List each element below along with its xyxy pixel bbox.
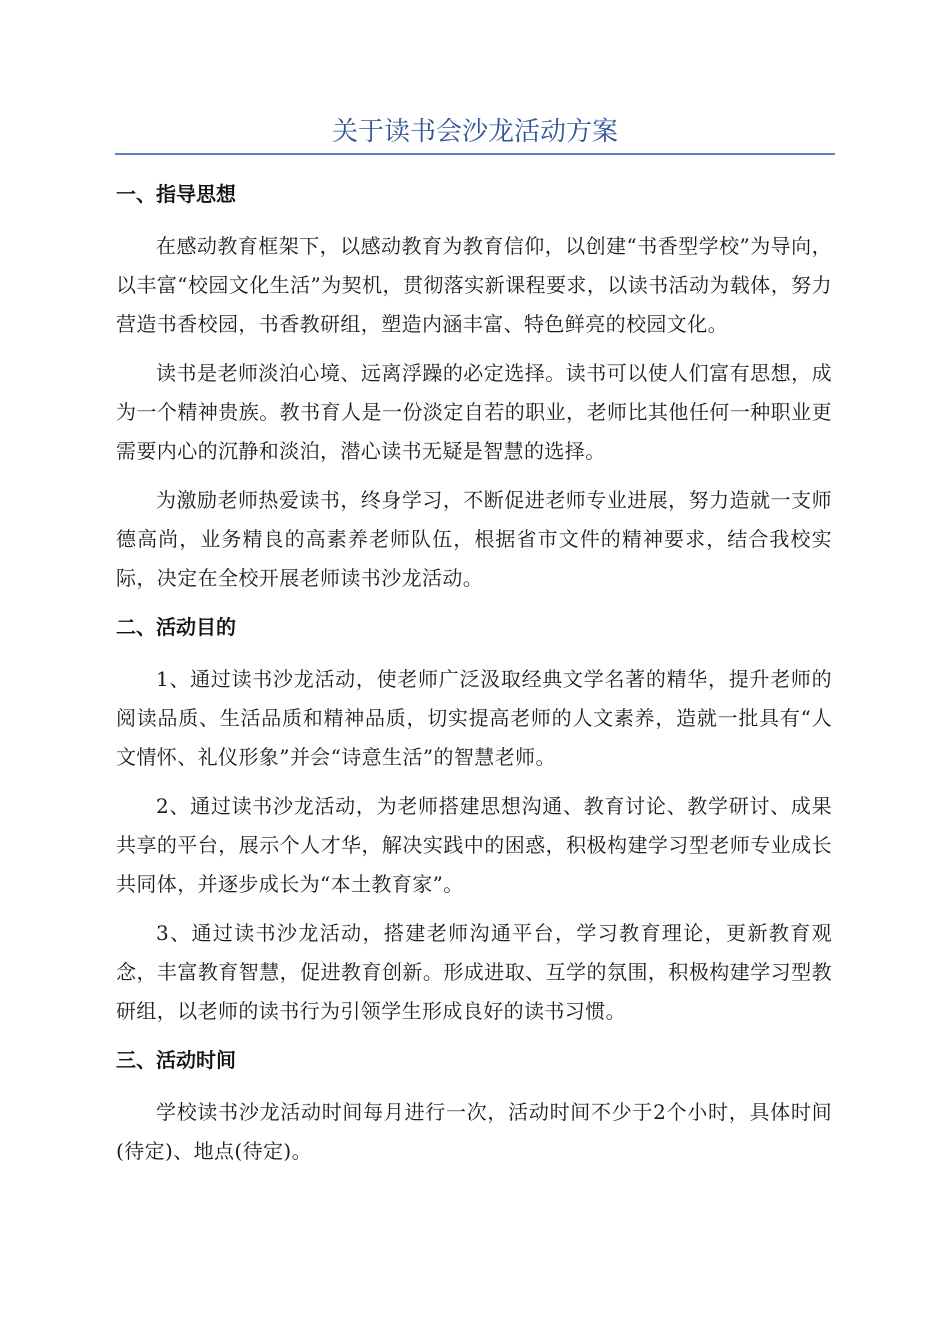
paragraph: 学校读书沙龙活动时间每月进行一次，活动时间不少于2个小时，具体时间(待定)、地点(待定)。 [116,1100,832,1163]
section-heading: 一、指导思想 [116,182,236,206]
document-body [116,175,832,1181]
section-guiding-ideology [116,175,832,598]
section-activity-purpose [116,608,832,1031]
paragraph: 1、通过读书沙龙活动，使老师广泛汲取经典文学名著的精华，提升老师的阅读品质、生活品质和精神品质，切实提高老师的人文素养，造就一批具有“人文情怀、礼仪形象”并会“诗意生活”的智慧老师。 [116,667,832,769]
section-heading: 三、活动时间 [116,1048,236,1072]
paragraph: 为激励老师热爱读书，终身学习，不断促进老师专业进展，努力造就一支师德高尚，业务精良的高素养老师队伍，根据省市文件的精神要求，结合我校实际，决定在全校开展老师读书沙龙活动。 [116,488,832,590]
document-title: 关于读书会沙龙活动方案 [331,117,618,147]
paragraph: 读书是老师淡泊心境、远离浮躁的必定选择。读书可以使人们富有思想，成为一个精神贵族。教书育人是一份淡定自若的职业，老师比其他任何一种职业更需要内心的沉静和淡泊，潜心读书无疑是智慧的选择。 [116,361,832,463]
paragraph: 2、通过读书沙龙活动，为老师搭建思想沟通、教育讨论、教学研讨、成果共享的平台，展示个人才华，解决实践中的困惑，积极构建学习型老师专业成长共同体，并逐步成长为“本土教育家”。 [116,794,832,896]
title-underline [115,153,835,155]
section-activity-time [116,1041,832,1171]
paragraph: 在感动教育框架下，以感动教育为教育信仰，以创建“书香型学校”为导向，以丰富“校园文化生活”为契机，贯彻落实新课程要求，以读书活动为载体，努力营造书香校园，书香教研组，塑造内涵丰富、特色鲜亮的校园文化。 [116,234,832,336]
section-heading: 二、活动目的 [116,615,236,639]
paragraph: 3、通过读书沙龙活动，搭建老师沟通平台，学习教育理论，更新教育观念，丰富教育智慧，促进教育创新。形成进取、互学的氛围，积极构建学习型教研组，以老师的读书行为引领学生形成良好的读书习惯。 [116,921,832,1023]
